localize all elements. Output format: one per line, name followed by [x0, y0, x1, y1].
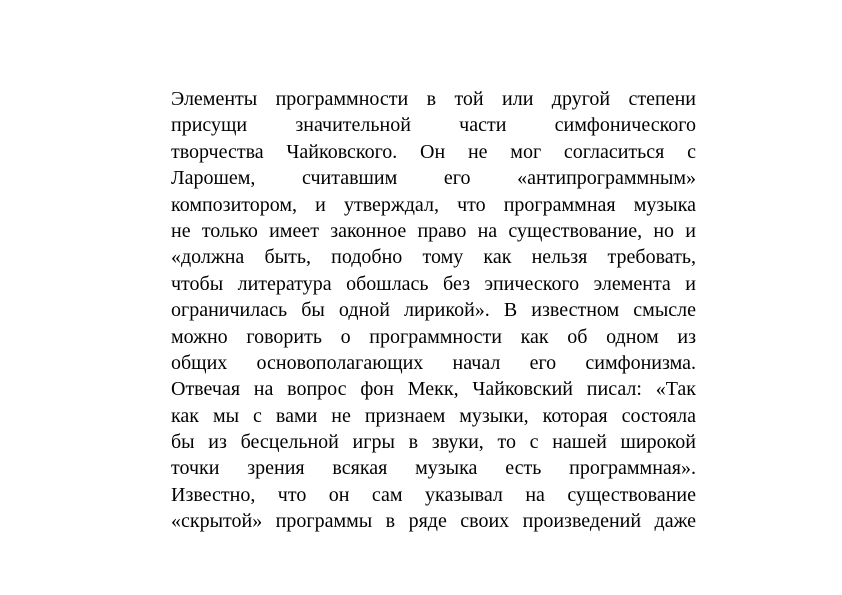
paragraph-line: присущи значительной части симфонического [171, 114, 696, 137]
paragraph-line: не только имеет законное право на существование, но и [171, 219, 696, 242]
paragraph-line: «должна быть, подобно тому как нельзя требовать, [171, 246, 696, 269]
paragraph-line: точки зрения всякая музыка есть программная». [171, 457, 696, 480]
paragraph-line: творчества Чайковского. Он не мог согласиться с [171, 140, 696, 163]
paragraph-line: можно говорить о программности как об одном из [171, 325, 696, 348]
paragraph-line: Отвечая на вопрос фон Мекк, Чайковский писал: «Так [171, 378, 696, 401]
paragraph-line: Ларошем, считавшим его «антипрограммным» [171, 167, 696, 190]
paragraph-line: ограничилась бы одной лирикой». В известном смысле [171, 299, 696, 322]
paragraph-line: Известно, что он сам указывал на существование [171, 483, 696, 506]
paragraph-line: бы из бесцельной игры в звуки, то с нашей широкой [171, 431, 696, 454]
paragraph-line: композитором, и утверждал, что программная музыка [171, 193, 696, 216]
paragraph-line: «скрытой» программы в ряде своих произведений даже [171, 510, 696, 533]
paragraph-line: как мы с вами не признаем музыки, которая состояла [171, 404, 696, 427]
paragraph-line: Элементы программности в той или другой степени [171, 88, 696, 110]
paragraph-line: общих основополагающих начал его симфонизма. [171, 351, 696, 374]
paragraph-line: чтобы литература обошлась без эпического элемента и [171, 272, 696, 295]
body-paragraph [171, 86, 696, 535]
